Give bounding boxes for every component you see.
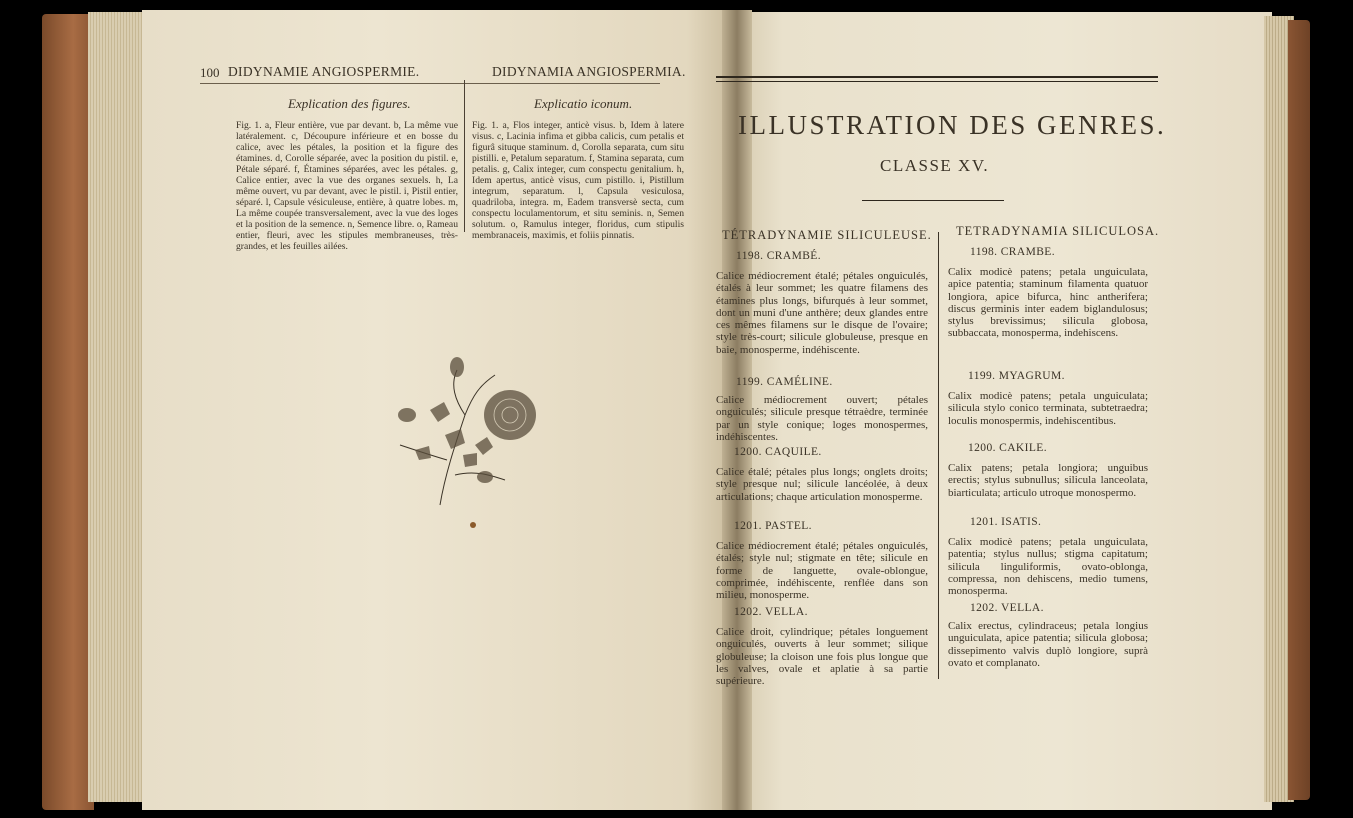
entry-text-la-1198: Calix modicè patens; petala unguiculata, apice patentia; staminum filamenta quatuor longiora, apice bifurca, hinc antherifera; discus germinis inter eadem biglandulosus; stylus brevissimus; silicula globosa, subbaccata, monosperma, indehiscens. — [948, 266, 1148, 340]
entry-head-la-1202: 1202. VELLA. — [970, 602, 1044, 614]
column-divider — [464, 80, 465, 232]
class-heading: CLASSE XV. — [880, 156, 990, 175]
right-cover — [1288, 20, 1310, 800]
entry-text-fr-1199: Calice médiocrement ouvert; pétales onguiculés; silicule presque tétraèdre, terminée par un style conique; loges monospermes, indéhiscentes. — [716, 394, 928, 443]
entry-head-fr-1201: 1201. PASTEL. — [734, 520, 812, 532]
subtitle-la: Explicatio iconum. — [534, 96, 633, 111]
left-page-edges — [88, 12, 142, 802]
entry-head-la-1200: 1200. CAKILE. — [968, 442, 1047, 454]
section-title-fr: TÉTRADYNAMIE SILICULEUSE. — [722, 228, 932, 242]
header-rule — [200, 83, 660, 84]
entry-head-fr-1200: 1200. CAQUILE. — [734, 446, 822, 458]
entry-text-la-1200: Calix patens; petala longiora; unguibus erectis; stylus subnullus; silicula lanceolata, biarticulata; articulo utroque monospermo. — [948, 462, 1148, 499]
entry-text-fr-1202: Calice droit, cylindrique; pétales longuement onguiculés, ouverts à leur sommet; silique globuleuse; la cloison une fois plus longue que les valves, ovale et aplatie à sa partie supérieure. — [716, 626, 928, 688]
page-title: ILLUSTRATION DES GENRES. — [738, 110, 1167, 140]
running-head-la: DIDYNAMIA ANGIOSPERMIA. — [492, 64, 686, 79]
entry-text-la-1202: Calix erectus, cylindraceus; petala longius unguiculata, apice patentia; silicula globosa; dissepimento valvis duplò longiore, suprà ovato et complanato. — [948, 620, 1148, 669]
entry-head-fr-1198: 1198. CRAMBÉ. — [736, 250, 821, 262]
entry-text-fr-1198: Calice médiocrement étalé; pétales onguiculés, étalés à leur sommet; les quatre filamens des étamines plus longs, bifurqués à leur sommet, dont un muni d'une anthère; deux glandes entre ces mêmes filamens sur le disque de l'ovaire; style très-court; silicule globuleuse, presque en baie, monosperme, indéhiscente. — [716, 270, 928, 356]
section-title-la: TETRADYNAMIA SILICULOSA. — [956, 224, 1160, 238]
subtitle-fr: Explication des figures. — [288, 96, 411, 111]
left-cover — [42, 14, 94, 810]
title-double-rule-top — [716, 76, 1158, 78]
explanation-fr: Fig. 1. a, Fleur entière, vue par devant. b, La même vue latéralement. c, Découpure inférieure et en bosse du calice, avec les pétales, la position et la figure des étamines. d, Corolle séparée, avec la position du pistil. e, Pétale séparé. f, Étamines séparées, avec les pétales. g, Calice entier, avec la vue des organes sexuels. h, La même ouvert, vu par devant, avec le pistil. i, Pistil entier, séparé. l, Capsule vésiculeuse, entière, à quatre lobes. m, La même coupée transversalement, avec la vue des loges et la position de la semence. n, Semence libre. o, Rameau entier, fleuri, avec les stipules membraneuses, très-grandes, et les feuilles ailées. — [236, 120, 458, 252]
entry-text-la-1199: Calix modicè patens; petala unguiculata; silicula stylo conico terminata, subtetraedra; loculis monospermis, indehiscentibus. — [948, 390, 1148, 427]
entry-head-la-1199: 1199. MYAGRUM. — [968, 370, 1065, 382]
entry-text-fr-1201: Calice médiocrement étalé; pétales onguiculés, étalés; style nul; stigmate en tête; silicule en forme de languette, ovale-oblongue, comprimée, indéhiscente, renflée dans son milieu, monosperme. — [716, 540, 928, 602]
entry-head-fr-1199: 1199. CAMÉLINE. — [736, 376, 833, 388]
page-number: 100 — [200, 65, 220, 80]
explanation-la: Fig. 1. a, Flos integer, anticè visus. b, Idem à latere visus. c, Lacinia infima et gibba calicis, cum petalis et figurâ situque staminum. d, Corolla separata, cum situ pistilli. e, Petalum separatum. f, Stamina separata, cum petalis. g, Calix integer, cum conspectu genitalium. h, Idem apertus, anticè visus, cum pistillo. i, Pistillum integrum, separatum. l, Capsula vesiculosa, quadriloba, integra. m, Eadem transversè secta, cum conspectu loculamentorum, et situ seminis. n, Semen solutum. o, Ramulus integer, floridus, cum stipulis membranaceis, maximis, et foliis pinnatis. — [472, 120, 684, 241]
entry-head-fr-1202: 1202. VELLA. — [734, 606, 808, 618]
entry-head-la-1201: 1201. ISATIS. — [970, 516, 1042, 528]
ink-spot — [470, 522, 476, 528]
rose-engraving — [385, 345, 545, 515]
right-column-divider — [938, 232, 939, 679]
class-rule — [862, 200, 1004, 201]
running-head-fr: DIDYNAMIE ANGIOSPERMIE. — [228, 64, 420, 79]
entry-text-la-1201: Calix modicè patens; petala unguiculata, patentia; stylus nullus; stigma capitatum; silicula linguliformis, ovato-oblonga, compressa, non dehiscens, medio tumens, monosperma. — [948, 536, 1148, 598]
entry-head-la-1198: 1198. CRAMBE. — [970, 246, 1055, 258]
entry-text-fr-1200: Calice étalé; pétales plus longs; onglets droits; style presque nul; silicule lancéolée, à deux articulations; chaque articulation monosperme. — [716, 466, 928, 503]
title-double-rule-bottom — [716, 81, 1158, 82]
